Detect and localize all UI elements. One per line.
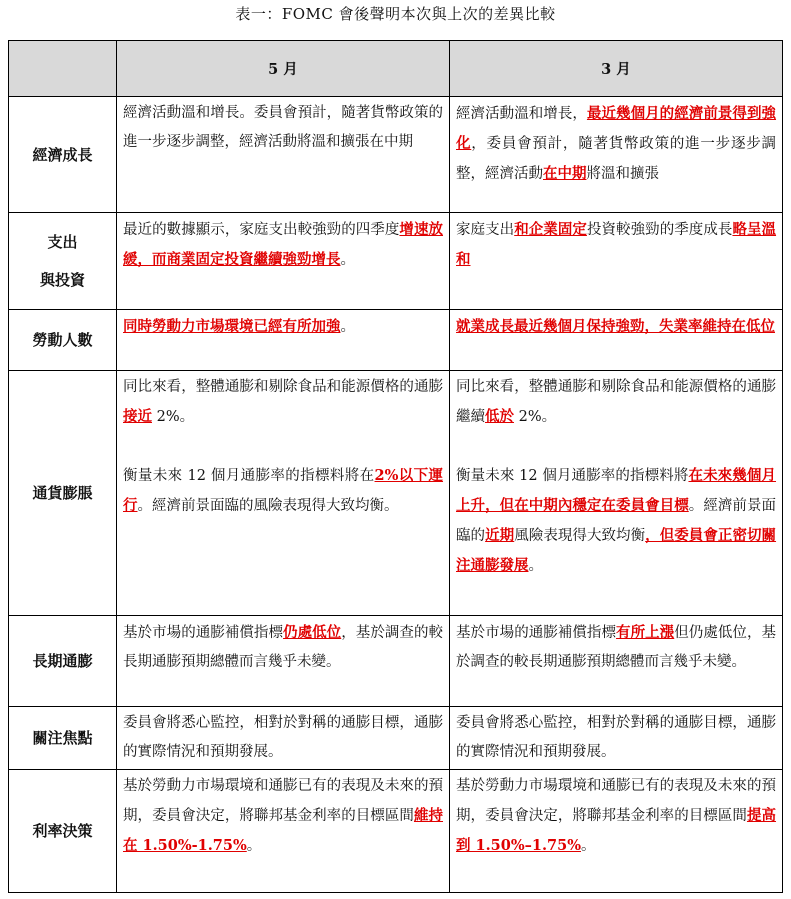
changed-text: 有所上漲 — [616, 624, 675, 641]
text-segment: 投資較強勁的季度成長 — [586, 222, 733, 238]
text-segment: 基於勞動力市場環境和通膨已有的表現及未來的預期，委員會決定，將聯邦基金利率的目標區間 — [123, 778, 443, 824]
table-row — [9, 371, 783, 616]
text-segment: 委員會將悉心監控，相對於對稱的通膨目標，通膨的實際情況和預期發展。 — [456, 715, 776, 760]
cell-paragraph — [123, 312, 443, 342]
cell-paragraph — [456, 618, 776, 677]
text-segment: 衡量未來 12 個月通膨率的指標料將在 — [123, 468, 375, 484]
text-segment: ，基於調查的較長期通膨預期總體而言幾乎未變。 — [123, 625, 444, 670]
changed-text: 提高到 1.50%–1.75% — [456, 807, 777, 854]
march-cell — [450, 616, 783, 707]
text-segment: 衡量未來 12 個月通膨率的指標料將 — [456, 468, 689, 484]
header-blank-cell — [9, 41, 117, 97]
paragraph-gap — [123, 432, 443, 461]
table-caption: 表一：FOMC 會後聲明本次與上次的差異比較 — [235, 5, 556, 23]
paragraph-gap — [456, 432, 776, 461]
row-label-line: 經濟成長 — [32, 145, 93, 164]
cell-paragraph — [123, 373, 443, 432]
row-label-line: 通貨膨脹 — [32, 484, 93, 502]
text-segment: 將溫和擴張 — [586, 166, 659, 182]
header-march: 3 月 — [450, 41, 783, 97]
changed-text: 增速放緩，而商業固定投資繼續強勁增長 — [123, 221, 444, 268]
cell-paragraph — [456, 772, 776, 861]
text-segment: 但仍處低位，基於調查的較長期通膨預期總體而言幾乎未變。 — [456, 625, 777, 670]
text-segment: 。經濟前景面臨的風險表現得大致均衡。 — [137, 498, 399, 514]
march-cell — [450, 770, 783, 893]
row-label — [9, 770, 117, 893]
text-segment: 委員會將悉心監控，相對於對稱的通膨目標，通膨的實際情況和預期發展。 — [123, 715, 443, 760]
changed-text: 略呈溫和 — [456, 221, 777, 268]
changed-text: 和企業固定 — [514, 221, 587, 238]
cell-paragraph — [123, 709, 443, 767]
may-cell — [117, 213, 450, 310]
cell-paragraph — [123, 618, 443, 677]
text-segment: 。經濟前景面臨的 — [456, 498, 777, 544]
cell-paragraph — [456, 373, 776, 432]
changed-text: 低於 — [485, 408, 514, 425]
text-segment: 家庭支出 — [456, 222, 515, 238]
text-segment: 風險表現得大致均衡 — [514, 528, 646, 544]
march-cell — [450, 97, 783, 213]
changed-text: 近期 — [485, 527, 515, 544]
may-cell — [117, 97, 450, 213]
may-cell — [117, 371, 450, 616]
table-row — [9, 97, 783, 213]
changed-text: 接近 — [123, 408, 152, 425]
row-label-line: 支出 — [47, 233, 78, 251]
changed-text: 同時勞動力市場環境已經有所加強 — [123, 318, 341, 335]
cell-paragraph — [456, 312, 776, 342]
text-segment: 。 — [340, 319, 355, 335]
text-segment: 2%。 — [152, 409, 195, 425]
cell-paragraph — [123, 772, 443, 861]
text-segment: 同比來看，整體通膨和剔除食品和能源價格的通膨繼續 — [456, 379, 776, 425]
row-label — [9, 213, 117, 310]
row-label — [9, 310, 117, 371]
changed-text: 最近幾個月的經濟前景得到強化 — [456, 105, 777, 152]
row-label — [9, 707, 117, 770]
table-row — [9, 770, 783, 893]
march-cell — [450, 213, 783, 310]
row-label — [9, 97, 117, 213]
table-row — [9, 616, 783, 707]
cell-paragraph — [456, 215, 776, 275]
changed-text: ，但委員會正密切關注通膨發展 — [456, 527, 777, 574]
may-cell — [117, 310, 450, 371]
row-label — [9, 616, 117, 707]
text-segment: ，委員會預計，隨著貨幣政策的進一步逐步調整，經濟活動 — [456, 136, 777, 182]
changed-text: 在中期 — [543, 165, 587, 182]
may-cell — [117, 616, 450, 707]
row-label-line: 與投資 — [39, 271, 85, 289]
table-row — [9, 213, 783, 310]
row-label — [9, 371, 117, 616]
row-label-line: 勞動人數 — [32, 331, 93, 349]
header-may: 5 月 — [117, 41, 450, 97]
cell-paragraph — [456, 709, 776, 767]
march-cell — [450, 371, 783, 616]
row-label-line: 關注焦點 — [32, 729, 93, 747]
changed-text: 維持在 1.50%-1.75% — [123, 807, 444, 854]
text-segment: 。 — [528, 558, 543, 574]
march-cell — [450, 310, 783, 371]
text-segment: 同比來看，整體通膨和剔除食品和能源價格的通膨 — [123, 379, 443, 395]
comparison-table — [8, 40, 783, 893]
text-segment: 經濟活動溫和增長， — [456, 106, 587, 122]
text-segment: 經濟活動溫和增長。委員會預計，隨著貨幣政策的進一步逐步調整，經濟活動將溫和擴張在中期 — [123, 105, 443, 150]
changed-text: 就業成長最近幾個月保持強勁，失業率維持在低位 — [456, 318, 775, 335]
cell-paragraph — [123, 99, 443, 157]
may-cell — [117, 707, 450, 770]
text-segment: 基於市場的通膨補償指標 — [123, 625, 284, 641]
table-row — [9, 707, 783, 770]
text-segment: 基於勞動力市場環境和通膨已有的表現及未來的預期，委員會決定，將聯邦基金利率的目標區間 — [456, 778, 776, 824]
text-segment: 。 — [581, 838, 596, 854]
row-label-line: 利率決策 — [32, 822, 93, 840]
march-cell — [450, 707, 783, 770]
text-segment: 基於市場的通膨補償指標 — [456, 625, 617, 641]
cell-paragraph — [123, 215, 443, 275]
changed-text: 仍處低位 — [283, 624, 342, 641]
changed-text: 在未來幾個月上升，但在中期內穩定在委員會目標 — [456, 467, 777, 514]
changed-text: 2%以下運行 — [123, 467, 444, 514]
may-cell — [117, 770, 450, 893]
header-row — [9, 41, 783, 97]
table-row — [9, 310, 783, 371]
row-label-line: 長期通膨 — [32, 652, 93, 670]
cell-paragraph — [123, 461, 443, 521]
text-segment: 。 — [246, 838, 262, 854]
cell-paragraph — [456, 461, 776, 581]
text-segment: 最近的數據顯示，家庭支出較強勁的四季度 — [123, 222, 400, 238]
cell-paragraph — [456, 99, 776, 189]
text-segment: 2%。 — [514, 409, 557, 425]
text-segment: 。 — [340, 252, 355, 268]
